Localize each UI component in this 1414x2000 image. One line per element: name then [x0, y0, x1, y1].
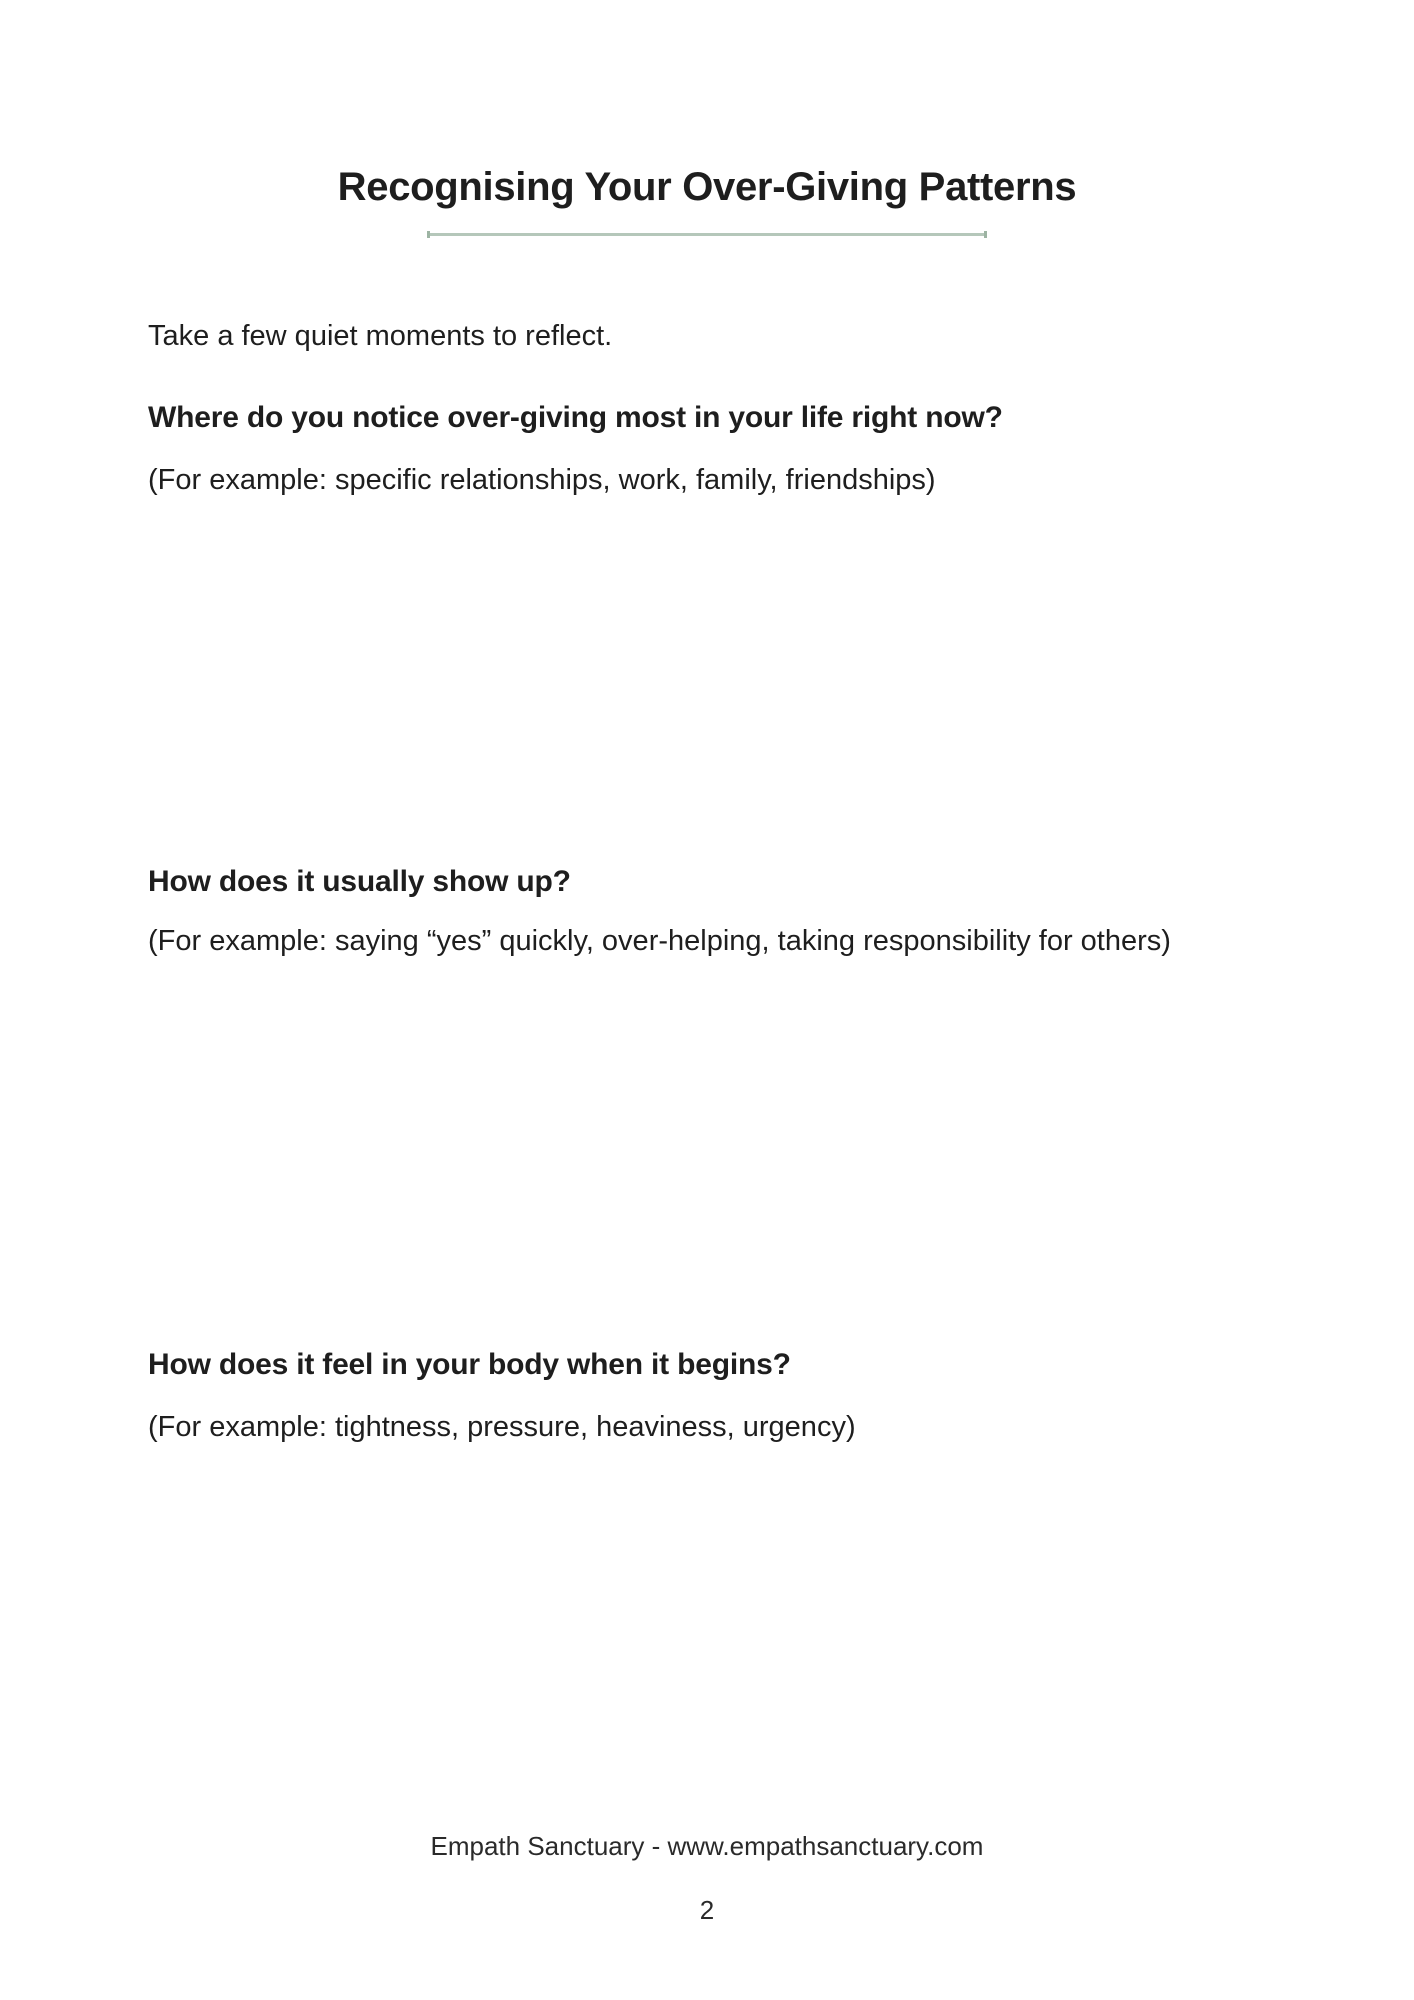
- reflection-section-1: [148, 400, 1304, 498]
- intro-text: Take a few quiet moments to reflect.: [148, 320, 613, 352]
- example-text: (For example: saying “yes” quickly, over-helping, taking responsibility for others): [148, 925, 1171, 957]
- page-title: Recognising Your Over-Giving Patterns: [337, 164, 1077, 209]
- reflection-section-2: [148, 864, 1304, 959]
- question-text: How does it usually show up?: [148, 865, 571, 898]
- question-text: How does it feel in your body when it begins?: [148, 1348, 791, 1381]
- question-text: Where do you notice over-giving most in your life right now?: [148, 401, 1003, 434]
- title-divider-line: [427, 233, 987, 236]
- footer-text: Empath Sanctuary - www.empathsanctuary.com: [430, 1831, 984, 1861]
- reflection-section-3: [148, 1347, 1304, 1445]
- example-text: (For example: specific relationships, work, family, friendships): [148, 464, 936, 496]
- example-text: (For example: tightness, pressure, heaviness, urgency): [148, 1411, 856, 1443]
- page-number: 2: [699, 1895, 715, 1925]
